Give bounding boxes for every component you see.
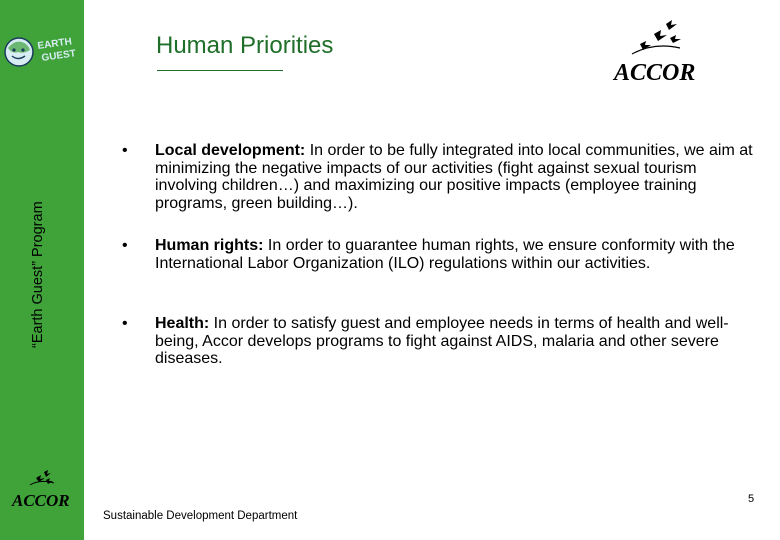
bullet-body: In order to satisfy guest and employee needs in terms of health and well-being, Accor develops programs to fight against AIDS, malaria and other severe diseases.: [155, 315, 729, 367]
svg-text:ACCOR: ACCOR: [12, 491, 70, 510]
bullet-text: [155, 237, 755, 272]
bullet-body: In order to guarantee human rights, we ensure conformity with the International Labor Organization (ILO) regulations within our activities.: [155, 237, 735, 272]
svg-text:ACCOR: ACCOR: [614, 60, 696, 86]
page-number: 5: [748, 493, 755, 505]
program-vertical-label: “Earth Guest” Program: [30, 201, 46, 348]
accor-birds-logo-icon: [610, 18, 714, 88]
bullet-text: [155, 315, 755, 368]
bullet-marker: •: [122, 142, 128, 159]
bullet-marker: •: [122, 237, 128, 254]
earth-guest-logo-icon: [2, 30, 82, 75]
svg-text:GUEST: GUEST: [40, 48, 77, 64]
svg-text:EARTH: EARTH: [36, 36, 73, 52]
bullet-heading: Local development:: [155, 142, 306, 159]
accor-birds-logo-icon: [8, 468, 78, 512]
title-underline: [157, 70, 283, 71]
bullet-marker: •: [122, 315, 128, 332]
bullet-body: In order to be fully integrated into local communities, we aim at minimizing the negative impacts of our activities (fight against sexual tourism involving children…) and maximizing our positive impacts (employee training programs, green building…).: [155, 142, 753, 212]
page-title: Human Priorities: [156, 32, 334, 59]
sidebar: [0, 0, 84, 540]
footer-department: Sustainable Development Department: [103, 510, 298, 522]
bullet-heading: Human rights:: [155, 237, 264, 254]
bullet-text: [155, 142, 755, 212]
bullet-heading: Health:: [155, 315, 210, 332]
